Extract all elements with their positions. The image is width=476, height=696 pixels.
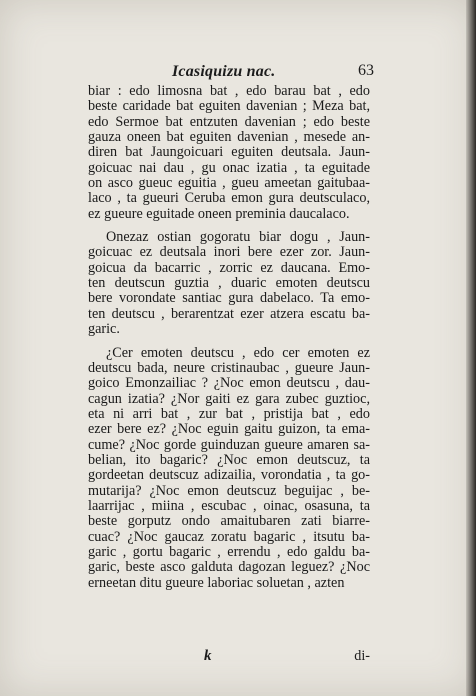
text-line: cagun izatia? ¿Nor gaiti ez gara zubec guztioc, xyxy=(88,390,370,407)
text-line: Onezaz ostian gogoratu biar dogu , Jaun- xyxy=(106,229,370,246)
text-line: garic, beste asco galduta dagozan leguez? ¿Noc xyxy=(88,559,370,576)
text-line: belian, ito bagaric? ¿Noc emon deutscuz, ta xyxy=(88,451,370,468)
text-line: ten deutscun guztia , duaric emoten deutscu xyxy=(88,275,370,292)
text-line: biar : edo limosna bat , edo barau bat , edo xyxy=(88,83,370,99)
text-line: beste caridade bat eguiten davenian ; Meza bat, xyxy=(88,98,370,115)
text-line: ez gueure eguitade oneen preminia daucalaco. xyxy=(88,205,350,222)
text-line: on asco gueuc eguitia , gueu ameetan gaitubaa- xyxy=(88,175,370,192)
page-footer xyxy=(88,648,370,670)
text-line: garic , gortu bagaric , errendu , edo galdu ba- xyxy=(88,543,370,560)
text-line: diren bat Jaungoicuari eguiten deutsala. Jaun- xyxy=(88,144,370,161)
text-line: edo Sermoe bat entzuten davenian ; edo beste xyxy=(88,113,370,130)
paragraph xyxy=(88,230,370,337)
text-line: cuac? ¿Noc gaucaz zoratu bagaric , itsutu ba- xyxy=(88,528,370,545)
text-line: goico Emonzailiac ? ¿Noc emon deutscu , dau- xyxy=(88,375,370,392)
text-line: gauza oneen bat eguiten davenian , mesede an- xyxy=(88,129,370,146)
text-line: ezer bere ez? ¿Noc eguin gaitu guizon, ta ema- xyxy=(88,421,370,438)
text-line: ¿Cer emoten deutscu , edo cer emoten ez xyxy=(106,344,370,361)
text-line: bere vorondate santiac gura dabelaco. Ta emo- xyxy=(88,290,370,307)
body-text xyxy=(88,84,370,591)
text-line: goicua da bacarric , zorric ez daucana. Emo- xyxy=(88,259,370,276)
text-line: cume? ¿Noc gorde guinduzan gueure amaren sa- xyxy=(88,436,370,453)
text-line: garic. xyxy=(88,321,120,338)
page-edge-shadow xyxy=(466,0,476,696)
text-line: ten deutscu , berarentzat ezer atzera escatu ba- xyxy=(88,305,370,322)
text-line: goicuac ez deutsala inori bere ezer zor. Jaun- xyxy=(88,244,370,261)
text-line: deutscu bada, neure cristinaubac , gueure Jaun- xyxy=(88,359,370,376)
text-line: goicuac nai dau , gu onac izatia , ta eguitade xyxy=(88,159,370,176)
text-line: laarrijac , miina , escubac , oinac, osasuna, ta xyxy=(88,497,370,514)
catchword: di- xyxy=(354,648,370,664)
page-number: 63 xyxy=(358,62,374,79)
running-head xyxy=(0,63,476,85)
text-line: laco , ta gueuri Ceruba emon gura deutsculaco, xyxy=(88,190,370,207)
text-line: mutarija? ¿Noc emon deutscuz beguijac , be- xyxy=(88,482,370,499)
signature-mark: k xyxy=(204,648,212,664)
text-line: gordeetan deutscuz adizailia, vorondatia , ta go- xyxy=(88,467,370,484)
paragraph xyxy=(88,84,370,222)
text-line: eta ni arri bat , zur bat , pristija bat , edo xyxy=(88,405,370,422)
text-line: beste gorputz ondo amaitubaren zati biarre- xyxy=(88,513,370,530)
text-line: erneetan ditu gueure laboriac soluetan , azten xyxy=(88,574,345,591)
paragraph xyxy=(88,346,370,592)
running-head-title: Icasiquizu nac. xyxy=(172,63,276,80)
